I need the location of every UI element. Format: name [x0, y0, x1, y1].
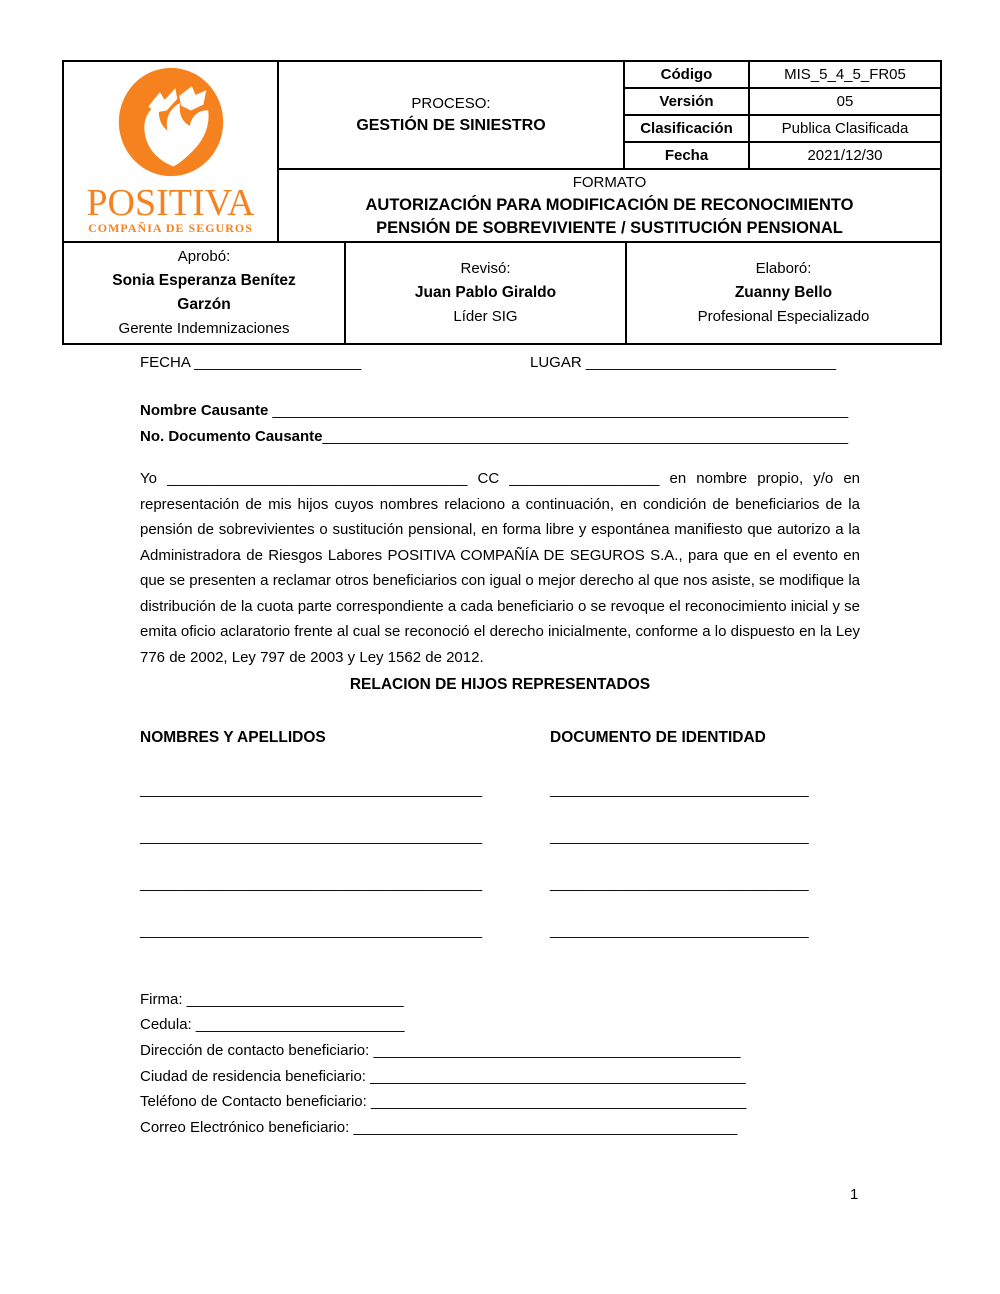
telefono-blank-field[interactable]: _____________________________________________ — [370, 1093, 747, 1111]
meta-label-fecha: Fecha — [624, 142, 749, 169]
direccion-row — [140, 1038, 860, 1064]
proceso-cell — [278, 61, 624, 169]
header-block — [62, 60, 940, 345]
document-title-line1: AUTORIZACIÓN PARA MODIFICACIÓN DE RECONOCIMIENTO — [365, 196, 854, 215]
signoff-title: Profesional Especializado — [697, 308, 870, 325]
ciudad-blank-field[interactable]: _____________________________________________ — [370, 1067, 746, 1085]
nombre-causante-label: Nombre Causante — [140, 402, 269, 419]
child-row — [140, 845, 860, 892]
document-column-header: DOCUMENTO DE IDENTIDAD — [550, 728, 766, 746]
positiva-logo-icon — [115, 66, 227, 185]
formato-cell — [278, 169, 941, 242]
firma-blank-field[interactable]: __________________________ — [186, 990, 404, 1008]
direccion-label: Dirección de contacto beneficiario: — [140, 1041, 374, 1059]
documento-causante-label: No. Documento Causante — [140, 427, 323, 445]
beneficiary-contact-section — [140, 987, 860, 1141]
firma-row — [140, 987, 860, 1013]
proceso-label: PROCESO: — [411, 95, 491, 113]
child-document-blank-field[interactable]: _______________________________ — [550, 827, 809, 845]
correo-row — [140, 1115, 860, 1141]
child-row — [140, 798, 860, 845]
child-document-blank-field[interactable]: _______________________________ — [550, 921, 809, 939]
nombre-causante-blank-field[interactable]: _____________________________________________________________________ — [272, 402, 849, 419]
lugar-blank-field[interactable]: ______________________________ — [585, 354, 837, 371]
firma-label: Firma: — [140, 990, 187, 1008]
signoff-reviso — [345, 242, 626, 344]
child-document-blank-field[interactable]: _______________________________ — [550, 874, 809, 892]
child-document-blank-field[interactable]: _______________________________ — [550, 780, 809, 798]
meta-value-codigo: MIS_5_4_5_FR05 — [749, 61, 941, 88]
document-title-line2: PENSIÓN DE SOBREVIVIENTE / SUSTITUCIÓN PENSIONAL — [376, 218, 843, 237]
cedula-row — [140, 1012, 860, 1038]
signoff-role: Revisó: — [460, 260, 511, 277]
fecha-blank-field[interactable]: ____________________ — [194, 354, 362, 371]
signoff-title: Líder SIG — [453, 308, 518, 325]
meta-value-clasificacion: Publica Clasificada — [749, 115, 941, 142]
nombre-causante-row — [140, 398, 860, 424]
brand-tagline: COMPAÑIA DE SEGUROS — [88, 221, 253, 235]
telefono-row — [140, 1089, 860, 1115]
header-table — [62, 60, 942, 243]
signoff-name: Sonia Esperanza Benítez Garzón — [112, 272, 296, 313]
meta-label-version: Versión — [624, 88, 749, 115]
child-row — [140, 892, 860, 939]
lugar-label: LUGAR — [530, 354, 582, 371]
meta-value-version: 05 — [749, 88, 941, 115]
ciudad-label: Ciudad de residencia beneficiario: — [140, 1067, 371, 1085]
brand-wordmark: POSITIVA — [86, 182, 255, 224]
names-column-header: NOMBRES Y APELLIDOS — [140, 728, 326, 746]
signoff-name: Juan Pablo Giraldo — [414, 284, 557, 301]
formato-label: FORMATO — [572, 173, 647, 191]
logo-cell — [63, 61, 278, 242]
child-name-blank-field[interactable]: _________________________________________ — [140, 780, 483, 798]
correo-blank-field[interactable]: ______________________________________________ — [353, 1119, 738, 1137]
documento-causante-blank-field[interactable]: _______________________________________________________________ — [322, 427, 849, 445]
signoff-aprobo — [63, 242, 345, 344]
children-section-title: RELACION DE HIJOS REPRESENTADOS — [349, 676, 651, 693]
signoff-name: Zuanny Bello — [734, 284, 833, 301]
correo-label: Correo Electrónico beneficiario: — [140, 1119, 354, 1137]
children-columns-header — [140, 725, 860, 751]
signoff-elaboro — [626, 242, 941, 344]
page-number: 1 — [850, 1186, 859, 1203]
child-row — [140, 751, 860, 798]
child-name-blank-field[interactable]: _________________________________________ — [140, 921, 483, 939]
direccion-blank-field[interactable]: ____________________________________________ — [373, 1041, 741, 1059]
cedula-label: Cedula: — [140, 1016, 196, 1034]
child-name-blank-field[interactable]: _________________________________________ — [140, 874, 483, 892]
signoff-table — [62, 241, 942, 345]
fecha-lugar-row — [140, 350, 860, 376]
proceso-name: GESTIÓN DE SINIESTRO — [356, 117, 546, 135]
cedula-blank-field[interactable]: _________________________ — [195, 1016, 405, 1034]
documento-causante-row — [140, 424, 860, 450]
meta-label-codigo: Código — [624, 61, 749, 88]
fecha-label: FECHA — [140, 354, 191, 371]
child-name-blank-field[interactable]: _________________________________________ — [140, 827, 483, 845]
ciudad-row — [140, 1064, 860, 1090]
signoff-role: Elaboró: — [755, 260, 812, 277]
telefono-label: Teléfono de Contacto beneficiario: — [140, 1093, 371, 1111]
signoff-role: Aprobó: — [177, 248, 231, 265]
meta-value-fecha: 2021/12/30 — [749, 142, 941, 169]
signoff-title: Gerente Indemnizaciones — [118, 320, 290, 337]
authorization-paragraph: Yo ____________________________________ CC __________________ en nombre propio, y/o en representación de mis hijos cuyos nombres relaciono a continuación, en condición de beneficiarios de la pensión de sobrevivientes o sustitución pensional, en forma libre y espontánea manifiesto que autorizo a la Administradora de Riesgos Labores POSITIVA COMPAÑÍA DE SEGUROS S.A., para que en el evento en que se presenten a reclamar otros beneficiarios con igual o mejor derecho al que nos asiste, se modifique la distribución de la cuota parte correspondiente a cada beneficiario o se revoque el reconocimiento inicial y se emita oficio aclaratorio frente al cual se reconoció el derecho inicialmente, conforme a lo dispuesto en la Ley 776 de 2002, Ley 797 de 2003 y Ley 1562 de 2012. — [140, 470, 860, 666]
meta-label-clasificacion: Clasificación — [624, 115, 749, 142]
causante-block — [140, 398, 860, 449]
form-body — [140, 350, 860, 1141]
